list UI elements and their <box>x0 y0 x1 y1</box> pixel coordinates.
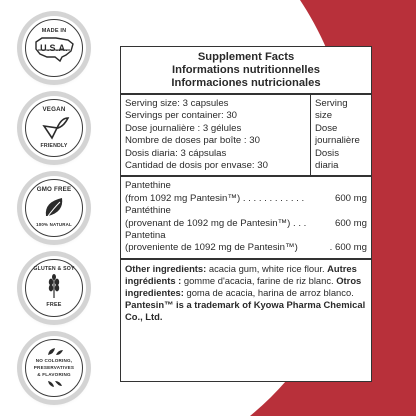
title-es: Informaciones nutricionales <box>171 77 321 89</box>
ingredient-name: Pantéthine <box>125 205 171 217</box>
other-ingredients <box>121 260 371 326</box>
ingredient-row <box>125 230 367 242</box>
serving-line: Servings per container: 30 <box>125 110 237 122</box>
other-text-es: goma de acacia, harina de arroz blanco. <box>183 286 354 298</box>
title-fr: Informations nutritionnelles <box>172 64 320 76</box>
badge-line: GLUTEN & SOY <box>33 266 75 272</box>
ingredient-row <box>125 242 367 254</box>
badge-line: FREE <box>46 302 62 308</box>
serving-header-line: Dose <box>315 122 338 134</box>
ingredient-name: (from 1092 mg Pantesin™) . . . . . . . . . . . . <box>125 192 305 204</box>
ingredient-row <box>125 180 367 192</box>
other-label-es: Otros ingredientes: <box>125 274 362 298</box>
serving-header-line: diaria <box>315 160 339 172</box>
other-label-en: Other ingredients: <box>125 262 207 274</box>
ingredient-amount: 600 mg <box>335 192 367 204</box>
ingredient-amount: 600 mg <box>335 217 367 229</box>
ingredient-name: (provenant de 1092 mg de Pantesin™) . . . <box>125 217 307 229</box>
trademark-note: Pantesin™ is a trademark of Kyowa Pharma Chemical Co., Ltd. <box>125 298 366 322</box>
badge-line: MADE IN <box>41 28 67 34</box>
panel-title <box>121 47 371 95</box>
serving-line: Dose journalière : 3 gélules <box>125 122 242 134</box>
gmo-free-badge <box>22 176 86 240</box>
supplement-facts-panel <box>120 46 372 382</box>
serving-header-line: Serving <box>315 98 348 109</box>
vegan-friendly-badge <box>22 96 86 160</box>
gluten-soy-free-badge <box>22 256 86 320</box>
badge-column <box>0 0 110 416</box>
ingredient-name: Pantethine <box>125 180 171 192</box>
badge-line: & FLAVORING <box>37 372 71 377</box>
ingredient-name: Pantetina <box>125 230 166 242</box>
ingredient-row <box>125 193 367 205</box>
serving-header-line: Dosis <box>315 147 339 159</box>
badge-line: FRIENDLY <box>40 143 68 149</box>
badge-line: U.S.A. <box>40 43 68 53</box>
other-text-fr: gomme d'acacia, farine de riz blanc. <box>181 274 334 286</box>
serving-header-line: size <box>315 110 333 122</box>
ingredient-name: (proveniente de 1092 mg de Pantesin™) <box>125 242 298 254</box>
badge-line: GMO FREE <box>36 186 72 193</box>
ingredients-section <box>121 177 371 259</box>
serving-line: Serving size: 3 capsules <box>125 98 229 109</box>
badge-line: 100% NATURAL <box>36 222 72 227</box>
badge-line: PRESERVATIVES <box>33 365 75 370</box>
serving-line: Dosis diaria: 3 cápsulas <box>125 147 227 159</box>
no-additives-badge <box>22 336 86 400</box>
other-label-fr: Autres ingrédients : <box>125 262 357 286</box>
badge-line: NO COLORING, <box>35 358 73 363</box>
other-text-en: acacia gum, white rice flour. <box>206 262 325 274</box>
ingredient-amount: . 600 mg <box>329 242 367 254</box>
serving-line: Nombre de doses par boîte : 30 <box>125 135 260 147</box>
badge-line: VEGAN <box>42 106 66 113</box>
serving-header-line: journalière <box>315 135 360 147</box>
ingredient-row <box>125 218 367 230</box>
serving-line: Cantidad de dosis por envase: 30 <box>125 160 268 172</box>
made-in-usa-badge <box>22 16 86 80</box>
ingredient-row <box>125 205 367 217</box>
serving-section <box>121 95 371 177</box>
title-en: Supplement Facts <box>197 51 295 63</box>
serving-info <box>121 95 311 175</box>
serving-size-column <box>311 95 371 175</box>
